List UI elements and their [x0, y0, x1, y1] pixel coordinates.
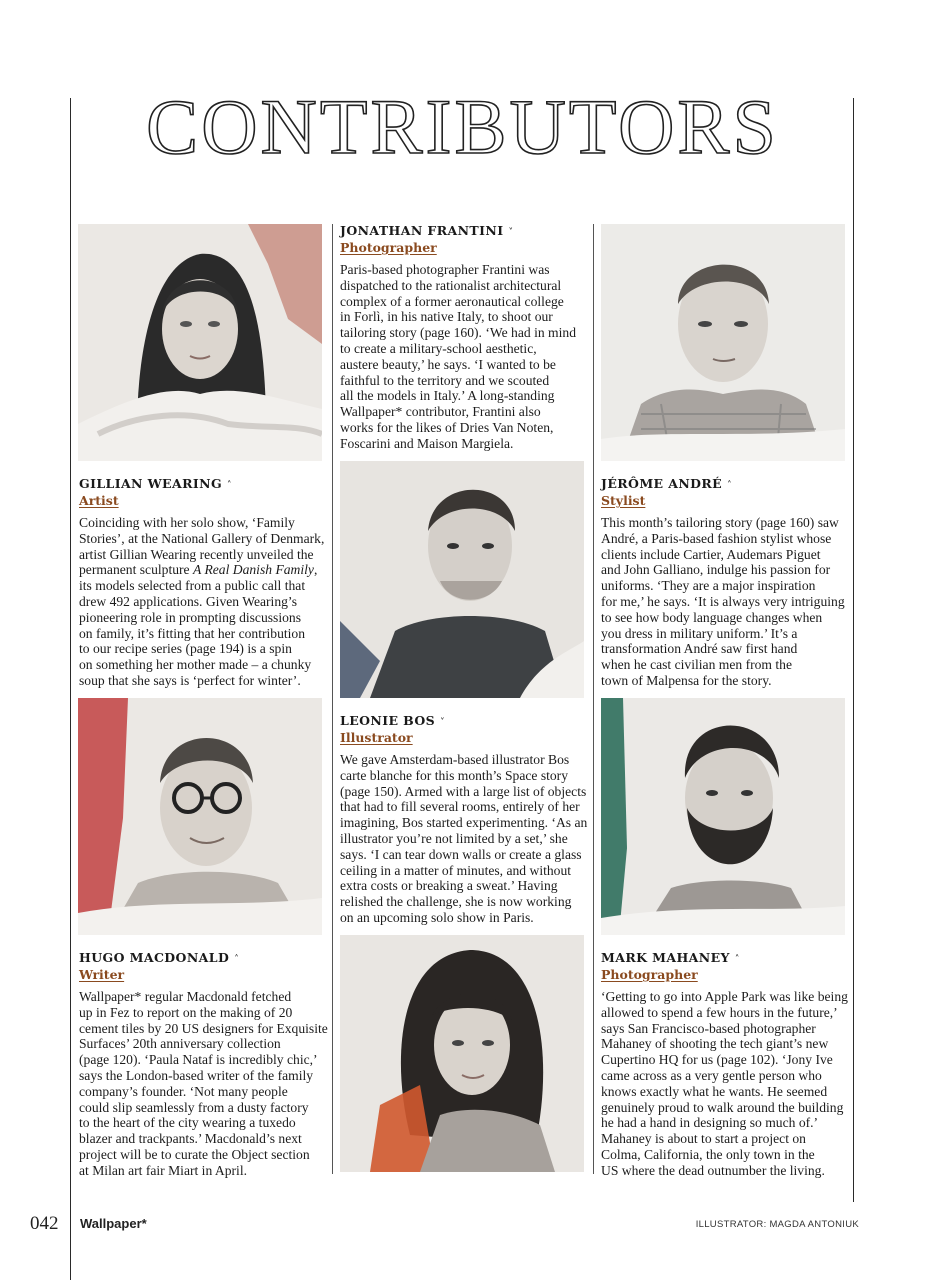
contributor-name: MARK MAHANEY ˄: [601, 950, 740, 965]
contributor-entry-mark-mahaney: [601, 950, 849, 1179]
contributor-name: HUGO MACDONALD ˄: [79, 950, 240, 965]
illustrator-credit: ILLUSTRATOR: MAGDA ANTONIUK: [695, 1219, 859, 1230]
contributor-entry-jonathan-frantini: [340, 223, 590, 452]
brand-logo: Wallpaper*: [80, 1216, 147, 1231]
contributor-entry-gillian-wearing: [79, 476, 329, 689]
page-title: CONTRIBUTORS: [146, 83, 779, 170]
portrait-gillian-wearing: [78, 224, 322, 461]
chevron-up-icon: ˄: [727, 481, 733, 491]
contributor-entry-jerome-andre: [601, 476, 849, 689]
column-divider: [332, 224, 333, 1174]
contributor-bio: This month’s tailoring story (page 160) saw André, a Paris-based fashion stylist whose clients include Cartier, Audemars Piguet and John Galliano, indulge his passion for uniforms. ‘They are a major inspiration for me,’ he says. ‘It is always very intriguing to see how body language changes when you dress in military uniform.’ It’s a transformation André saw first hand when he cast civilian men from the town of Malpensa for the story.: [601, 515, 845, 688]
contributor-role: Writer: [79, 967, 125, 982]
chevron-up-icon: ˄: [734, 955, 740, 965]
contributor-bio: Wallpaper* regular Macdonald fetched up in Fez to report on the making of 20 cement tiles by 20 US designers for Exquisite Surfaces’ 20th anniversary collection (page 120). ‘Paula Nataf is incredibly chic,’ says the London-based writer of the family company’s founder. ‘Not many people could slip seamlessly from a dusty factory to the heart of the city wearing a tuxedo blazer and trackpants.’ Macdonald’s next project will be to curate the Object section at Milan art fair Miart in April.: [79, 989, 328, 1178]
column-divider: [593, 224, 594, 1174]
contributor-bio: ‘Getting to go into Apple Park was like being allowed to spend a few hours in the future,’ says San Francisco-based photographer Mahaney of shooting the tech giant’s new Cupertino HQ for us (page 102). ‘Jony Ive came across as a very gentle person who knows exactly what he wants. He seemed genuinely proud to walk around the building he had a hand in designing so much of.’ Mahaney is about to start a project on Colma, California, the only town in the US where the dead outnumber the living.: [601, 989, 848, 1178]
contributor-role: Photographer: [340, 240, 437, 255]
contributor-bio: Paris-based photographer Frantini was dispatched to the rationalist architectural complex of a former aeronautical college in Forlì, in his native Italy, to shoot our tailoring story (page 160). ‘We had in mind to create a military-school aesthetic, austere beauty,’ he says. ‘I wanted to be faithful to the territory and we scouted all the models in Italy.’ A long-standing Wallpaper* contributor, Frantini also works for the likes of Dries Van Noten, Foscarini and Maison Margiela.: [340, 262, 576, 451]
portrait-jonathan-frantini: [340, 461, 584, 698]
portrait-hugo-macdonald: [78, 698, 322, 935]
contributor-role: Artist: [79, 493, 119, 508]
portrait-jerome-andre: [601, 224, 845, 461]
contributor-entry-leonie-bos: [340, 713, 590, 926]
contributor-role: Photographer: [601, 967, 698, 982]
contributor-name: GILLIAN WEARING ˄: [79, 476, 232, 491]
portrait-leonie-bos: [340, 935, 584, 1172]
page-footer: [0, 1213, 939, 1237]
chevron-up-icon: ˄: [227, 481, 232, 491]
contributor-name: JONATHAN FRANTINI ˅: [340, 223, 514, 238]
contributor-name: JÉRÔME ANDRÉ ˄: [601, 476, 733, 491]
contributor-name: LEONIE BOS ˅: [340, 713, 445, 728]
contributor-bio: We gave Amsterdam-based illustrator Bos carte blanche for this month’s Space story (page 150). Armed with a large list of objects that had to fill several rooms, entirely of her imagining, Bos started experimenting. ‘As an illustrator you’re not limited by a set,’ she says. ‘I can tear down walls or create a glass ceiling in a matter of minutes, and without extra costs or breaking a sweat.’ Having relished the challenge, she is now working on an upcoming solo show in Paris.: [340, 752, 588, 925]
contributor-role: Stylist: [601, 493, 646, 508]
chevron-down-icon: ˅: [440, 718, 445, 728]
portrait-mark-mahaney: [601, 698, 845, 935]
right-page-rule: [853, 98, 854, 1202]
chevron-down-icon: ˅: [508, 228, 514, 238]
left-page-rule: [70, 98, 71, 1280]
chevron-up-icon: ˄: [234, 955, 240, 965]
page-number: 042: [30, 1213, 59, 1234]
contributor-bio: Coinciding with her solo show, ‘Family Stories’, at the National Gallery of Denmark, artist Gillian Wearing recently unveiled the permanent sculpture A Real Danish Family, its models selected from a public call that drew 492 applications. Given Wearing’s pioneering role in prompting discussions on family, it’s fitting that her contribution to our recipe series (page 194) is a spin on something her mother made – a chunky soup that she says is ‘perfect for winter’.: [79, 515, 325, 688]
contributor-entry-hugo-macdonald: [79, 950, 329, 1179]
contributor-role: Illustrator: [340, 730, 413, 745]
